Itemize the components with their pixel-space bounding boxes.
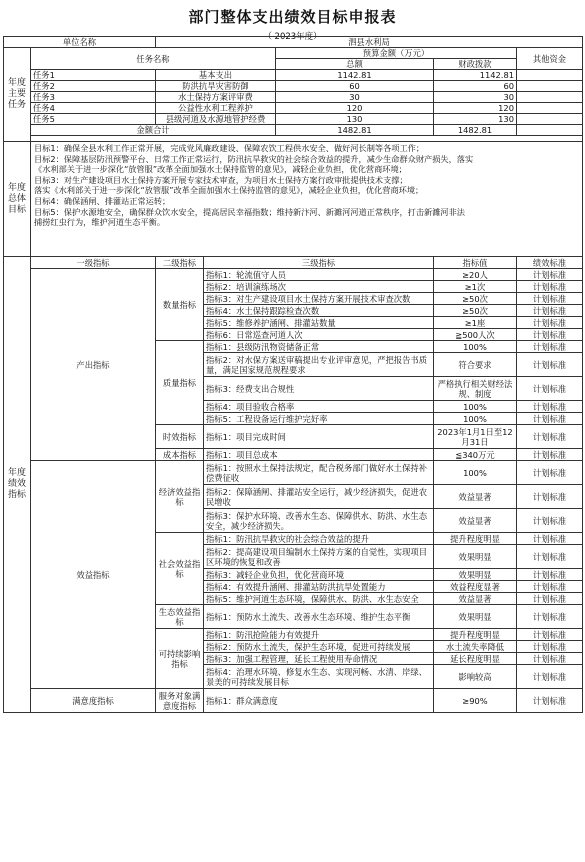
goal-line: 目标3：对生产建设项目水土保持方案开展专家技术审查，为项目水土保持方案行政审批提供技术支撑； xyxy=(34,174,408,185)
total-header: 总额 xyxy=(276,59,434,70)
level3-indicator: 指标2：提高建设项目编制水土保持方案的自觉性，实现项目区环境的恢复和改善 xyxy=(204,545,434,569)
level3-indicator: 指标2：保障涵闸、排灌站安全运行，减少经济损失，促进农民增收 xyxy=(204,485,434,509)
col-level2-header: 二级指标 xyxy=(156,257,204,269)
level3-indicator: 指标5：工程设备运行维护完好率 xyxy=(204,413,434,425)
level3-indicator: 指标2：预防水土流失，保护生态环境，促进可持续发展 xyxy=(204,641,434,653)
indicator-value: 符合要求 xyxy=(434,353,517,377)
indicator-value: ≥1座 xyxy=(434,317,517,329)
level2-indicator: 时效指标 xyxy=(156,425,204,449)
level3-indicator: 指标2：对水保方案送审稿提出专业评审意见，严把报告书质量，满足国家规范规程要求 xyxy=(204,353,434,377)
indicator-standard: 计划标准 xyxy=(517,425,583,449)
level3-indicator: 指标4：治理水环境、修复水生态、实现河畅、水清、岸绿、景美的可持续发展目标 xyxy=(204,665,434,689)
indicator-value: 效果明显 xyxy=(434,569,517,581)
level3-indicator: 指标3：对生产建设项目水土保持方案开展技术审查次数 xyxy=(204,293,434,305)
goal-line: 目标2：保障基层防汛预警平台、日常工作正常运行，防汛抗旱救灾的社会综合效益的提升，减少生命群众财产损失，落实 xyxy=(34,153,474,164)
form-title: 部门整体支出绩效目标申报表 xyxy=(188,8,397,26)
indicator-value: ≥50次 xyxy=(434,293,517,305)
indicator-standard: 计划标准 xyxy=(517,293,583,305)
goal-line: 目标1：确保全县水利工作正常开展，完成党风廉政建设、保障农饮工程供水安全、做好河长制等各项工作； xyxy=(34,143,425,153)
performance-table xyxy=(3,36,583,713)
indicator-value: 效果明显 xyxy=(434,605,517,629)
indicator-standard: 计划标准 xyxy=(517,509,583,533)
indicator-standard: 计划标准 xyxy=(517,485,583,509)
overall-goal-label: 年度总体目标 xyxy=(4,142,31,257)
level2-indicator: 可持续影响指标 xyxy=(156,629,204,689)
goal-line: 目标5：保护水源地安全，确保群众饮水安全，提高居民幸福指数；维持新汴河、新濉河河道正常秩序，打击新濉河非法 xyxy=(34,206,465,217)
indicator-value: 水土流失率降低 xyxy=(434,641,517,653)
indicator-standard: 计划标准 xyxy=(517,629,583,641)
col-level1-header: 一级指标 xyxy=(31,257,156,269)
indicator-standard: 计划标准 xyxy=(517,413,583,425)
level3-indicator: 指标1：项目完成时间 xyxy=(204,425,434,449)
level3-indicator: 指标5：维修养护涵闸、排灌站数量 xyxy=(204,317,434,329)
level2-indicator: 质量指标 xyxy=(156,341,204,425)
indicator-value: 效益显著 xyxy=(434,593,517,605)
indicator-value: 提升程度明显 xyxy=(434,629,517,641)
level3-indicator: 指标1：轮流值守人员 xyxy=(204,269,434,281)
task-row: 任务2 防洪抗旱灾害防御 60 60 xyxy=(4,81,583,92)
indicator-value: 严格执行相关财经法规、制度 xyxy=(434,377,517,401)
indicator-standard: 计划标准 xyxy=(517,593,583,605)
indicator-standard: 计划标准 xyxy=(517,605,583,629)
goal-line: 捕捞红虫行为，维护河道生态平衡。 xyxy=(34,217,166,228)
annual-tasks-label: 年度主要任务 xyxy=(4,48,31,142)
indicator-standard: 计划标准 xyxy=(517,329,583,341)
task-row: 任务4 公益性水利工程养护 120 120 xyxy=(4,103,583,114)
form-subtitle: （ 2023年度） xyxy=(263,32,322,42)
indicator-value: 效益程度显著 xyxy=(434,581,517,593)
level3-indicator: 指标2：培训演练场次 xyxy=(204,281,434,293)
level3-indicator: 指标4：有效提升涵闸、排灌站防洪抗旱处置能力 xyxy=(204,581,434,593)
goal-line: 目标4：确保涵闸、排灌站正常运转； xyxy=(34,195,171,206)
indicator-value: ≥1次 xyxy=(434,281,517,293)
level3-indicator: 指标1：项目总成本 xyxy=(204,449,434,461)
level3-indicator: 指标3：保护水环境、改善水生态、保障供水、防洪、水生态安全，减少经济损失。 xyxy=(204,509,434,533)
level3-indicator: 指标4：水土保持跟踪检查次数 xyxy=(204,305,434,317)
other-funds-header: 其他资金 xyxy=(517,48,583,70)
goal-line: 《水利部关于进一步深化“放管服”改革全面加强水土保持监管的意见》，减轻企业负担，优化营商环境； xyxy=(34,164,407,175)
task-name-header: 任务名称 xyxy=(31,48,276,70)
indicator-standard: 计划标准 xyxy=(517,545,583,569)
indicator-value: ≦340万元 xyxy=(434,449,517,461)
indicator-value: 2023年1月1日至12月31日 xyxy=(434,425,517,449)
level3-indicator: 指标1：防汛抗旱救灾的社会综合效益的提升 xyxy=(204,533,434,545)
indicator-value: 效果明显 xyxy=(434,545,517,569)
level2-indicator: 经济效益指标 xyxy=(156,461,204,533)
indicator-value: ≥90% xyxy=(434,689,517,713)
indicator-value: 影响较高 xyxy=(434,665,517,689)
level1-indicator: 效益指标 xyxy=(31,461,156,689)
indicator-row xyxy=(4,689,583,713)
indicator-standard: 计划标准 xyxy=(517,341,583,353)
level3-indicator: 指标1：按照水土保持法规定，配合税务部门做好水土保持补偿费征收 xyxy=(204,461,434,485)
indicator-value: 100% xyxy=(434,461,517,485)
indicator-standard: 计划标准 xyxy=(517,353,583,377)
level2-indicator: 数量指标 xyxy=(156,269,204,341)
col-level3-header: 三级指标 xyxy=(204,257,434,269)
indicator-value: ≥50次 xyxy=(434,305,517,317)
level2-indicator: 服务对象满意度指标 xyxy=(156,689,204,713)
indicator-value: 100% xyxy=(434,401,517,413)
level1-indicator: 产出指标 xyxy=(31,269,156,461)
level2-indicator: 成本指标 xyxy=(156,449,204,461)
sum-fiscal: 1482.81 xyxy=(434,125,517,136)
task-row: 任务3 水土保持方案评审费 30 30 xyxy=(4,92,583,103)
indicator-standard: 计划标准 xyxy=(517,653,583,665)
indicator-standard: 计划标准 xyxy=(517,305,583,317)
indicator-standard: 计划标准 xyxy=(517,569,583,581)
indicator-value: 100% xyxy=(434,341,517,353)
sum-label: 金额合计 xyxy=(31,125,276,136)
indicator-row xyxy=(4,269,583,281)
indicator-standard: 计划标准 xyxy=(517,461,583,485)
level3-indicator: 指标1：预防水土流失、改善水生态环境、维护生态平衡 xyxy=(204,605,434,629)
indicator-standard: 计划标准 xyxy=(517,641,583,653)
indicator-value: 提升程度明显 xyxy=(434,533,517,545)
indicator-standard: 计划标准 xyxy=(517,269,583,281)
level2-indicator: 生态效益指标 xyxy=(156,605,204,629)
unit-name-value: 泗县水利局 xyxy=(156,37,583,48)
indicator-standard: 计划标准 xyxy=(517,581,583,593)
sum-other xyxy=(517,125,583,136)
level2-indicator: 社会效益指标 xyxy=(156,533,204,605)
indicator-standard: 计划标准 xyxy=(517,281,583,293)
overall-goal-text xyxy=(31,142,583,257)
indicator-value: ≧500人次 xyxy=(434,329,517,341)
unit-name-label: 单位名称 xyxy=(4,37,156,48)
sum-total: 1482.81 xyxy=(276,125,434,136)
level3-indicator: 指标4：项目验收合格率 xyxy=(204,401,434,413)
goal-line: 落实《水利部关于进一步深化“放管服”改革全面加强水土保持监管的意见》，减轻企业负担，优化营商环境； xyxy=(34,185,424,196)
indicator-row xyxy=(4,461,583,485)
indicator-standard: 计划标准 xyxy=(517,665,583,689)
level3-indicator: 指标6：日常巡查河道人次 xyxy=(204,329,434,341)
indicator-standard: 计划标准 xyxy=(517,377,583,401)
task-row: 任务1 基本支出 1142.81 1142.81 xyxy=(4,70,583,81)
indicator-standard: 计划标准 xyxy=(517,689,583,713)
level3-indicator: 指标1：县级防汛物资储备正常 xyxy=(204,341,434,353)
level3-indicator: 指标3：加强工程管理，延长工程使用寿命情况 xyxy=(204,653,434,665)
level3-indicator: 指标1：防汛抢险能力有效提升 xyxy=(204,629,434,641)
fiscal-header: 财政拨款 xyxy=(434,59,517,70)
col-value-header: 指标值 xyxy=(434,257,517,269)
level3-indicator: 指标5：维护河道生态环境，保障供水、防洪、水生态安全 xyxy=(204,593,434,605)
performance-form xyxy=(3,36,582,713)
indicator-standard: 计划标准 xyxy=(517,401,583,413)
indicator-value: 100% xyxy=(434,413,517,425)
level3-indicator: 指标3：经费支出合规性 xyxy=(204,377,434,401)
indicator-value: 效益显著 xyxy=(434,509,517,533)
sum-row xyxy=(4,125,583,136)
level1-indicator: 满意度指标 xyxy=(31,689,156,713)
budget-header: 预算金额（万元） xyxy=(276,48,517,59)
indicator-standard: 计划标准 xyxy=(517,449,583,461)
col-standard-header: 绩效标准 xyxy=(517,257,583,269)
task-row: 任务5 县级河道及水源地管护经费 130 130 xyxy=(4,114,583,125)
indicator-value: ≥20人 xyxy=(434,269,517,281)
indicators-section-label: 年度绩效指标 xyxy=(4,257,31,713)
level3-indicator: 指标3：减轻企业负担，优化营商环境 xyxy=(204,569,434,581)
level3-indicator: 指标1：群众满意度 xyxy=(204,689,434,713)
indicator-value: 效益显著 xyxy=(434,485,517,509)
indicator-standard: 计划标准 xyxy=(517,533,583,545)
indicator-standard: 计划标准 xyxy=(517,317,583,329)
indicator-value: 延长程度明显 xyxy=(434,653,517,665)
